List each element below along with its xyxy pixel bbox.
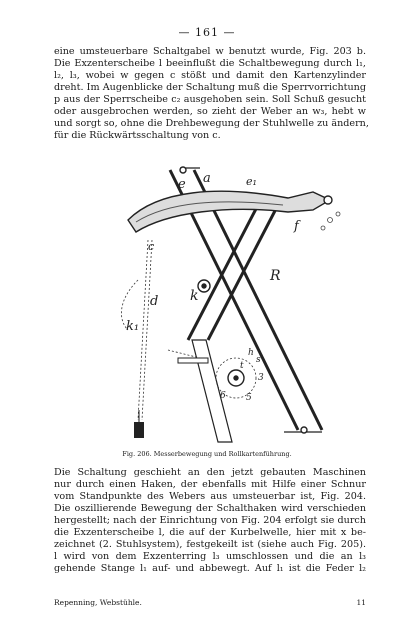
fig-label-h: h	[248, 348, 254, 358]
figure-caption: Fig. 206. Messerbewegung und Rollkartenführung.	[122, 450, 292, 458]
fig-label-a: a	[203, 171, 211, 186]
fig-label-f: f	[294, 219, 299, 234]
paragraph-2	[54, 467, 366, 575]
text-line: eine umsteuerbare Schaltgabel w benutzt wurde, Fig. 203 b.	[54, 46, 366, 57]
fig-label-t: t	[240, 361, 244, 371]
fig-label-e: e	[178, 177, 186, 192]
text-line: die Exzenterscheibe l, die auf der Kurbelwelle, hier mit x be-	[54, 527, 366, 538]
text-line: p aus der Sperrscheibe c₂ ausgehoben sein. Soll Schuß gesucht	[54, 94, 366, 105]
fig-label-R: R	[270, 268, 281, 284]
figure-206-drawing	[108, 150, 348, 450]
text-line: und sorgt so, ohne die Drehbewegung der Stuhlwelle zu ändern,	[54, 118, 369, 129]
footer-author: Repenning, Webstühle.	[54, 598, 142, 607]
text-line: Die Exzenterscheibe l beeinflußt die Schaltbewegung durch l₁,	[54, 58, 366, 69]
text-line: gehende Stange l₁ auf- und abbewegt. Auf l₁ ist die Feder l₂	[54, 563, 366, 574]
text-line: Die oszillierende Bewegung der Schalthaken wird verschieden	[54, 503, 366, 514]
lower-arm	[192, 340, 232, 442]
fig-label-c: c	[148, 240, 155, 253]
text-line: Die Schaltung geschieht an den jetzt gebauten Maschinen	[54, 467, 366, 478]
fig-label-5: 5	[246, 393, 252, 403]
page-footer	[54, 598, 366, 607]
fig-label-d: d	[150, 294, 159, 309]
fig-label-k1: k₁	[126, 319, 140, 334]
text-line: l₂, l₃, wobei w gegen c stößt und damit den Kartenzylinder	[54, 70, 366, 81]
fig-label-k: k	[190, 288, 199, 304]
weight	[134, 422, 144, 438]
fig-label-6: 6	[220, 391, 226, 401]
text-line: für die Rückwärtsschaltung von c.	[54, 130, 221, 141]
paragraph-1	[54, 46, 369, 142]
fig-label-e1: e₁	[246, 175, 257, 188]
text-line: zeichnet (2. Stuhlsystem), festgekeilt ist (siehe auch Fig. 205).	[54, 539, 366, 550]
text-line: l wird von dem Exzenterring l₃ umschlossen und die an l₃	[54, 551, 366, 562]
page-number: — 161 —	[178, 26, 236, 39]
text-line: oder ausgebrochen werden, so zieht der Weber an w₃, hebt w	[54, 106, 366, 117]
fig-label-s: s	[256, 355, 261, 365]
text-line: dreht. Im Augenblicke der Schaltung muß die Sperrvorrichtung	[54, 82, 366, 93]
fig-label-3: 3	[258, 373, 264, 383]
footer-sheet-number: 11	[356, 598, 366, 607]
text-line: hergestellt; nach der Einrichtung von Fig. 204 erfolgt sie durch	[54, 515, 366, 526]
text-line: vom Standpunkte des Webers aus umsteuerbar ist, Fig. 204.	[54, 491, 366, 502]
text-line: nur durch einen Haken, der ebenfalls mit Hilfe einer Schnur	[54, 479, 366, 490]
